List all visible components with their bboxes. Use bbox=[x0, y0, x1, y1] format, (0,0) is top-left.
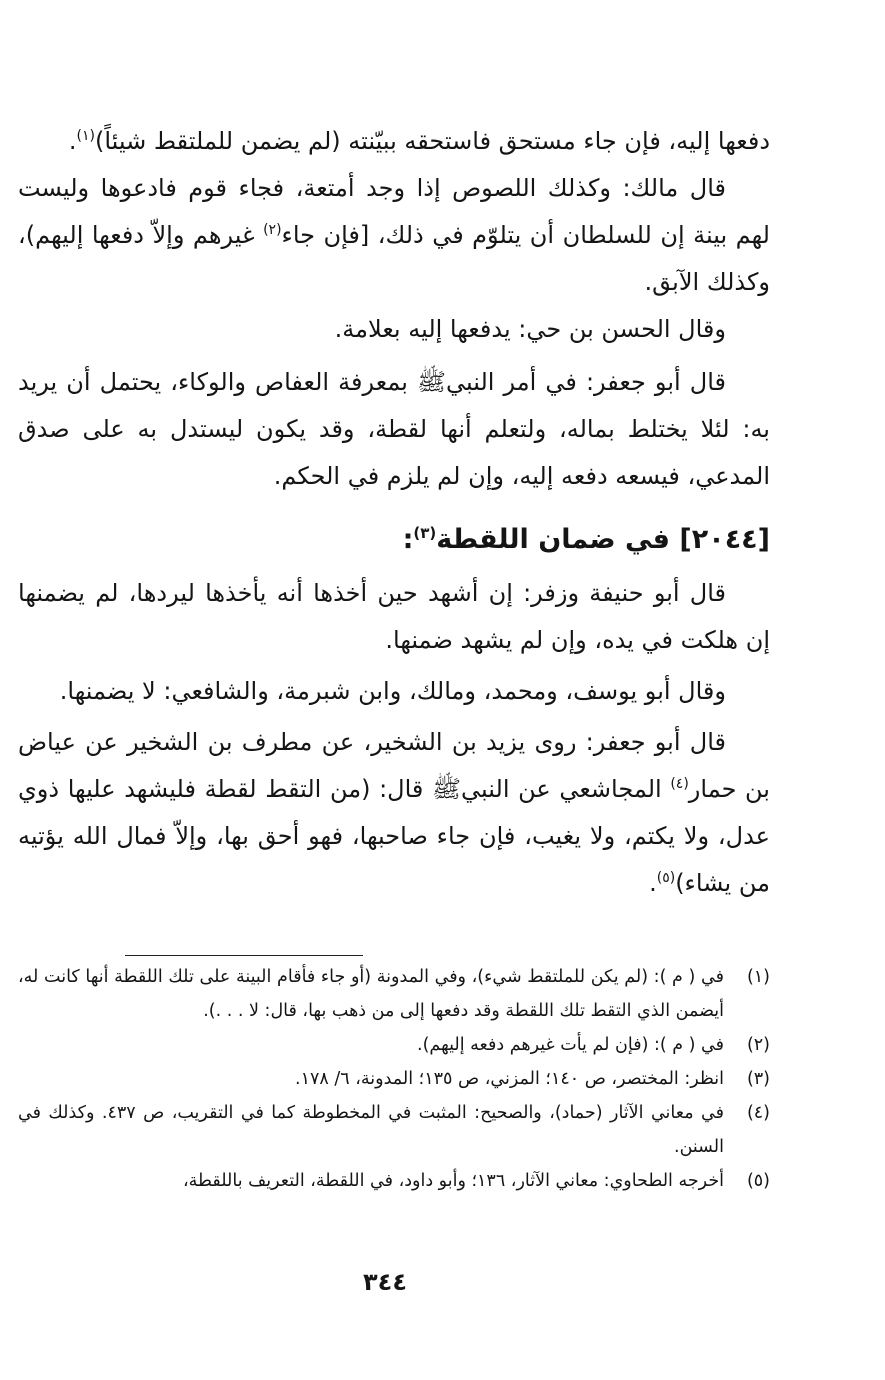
paragraph: قال أبو جعفر: روى يزيد بن الشخير، عن مطرف بن الشخير عن عياض بن حمار$^{(٤)}$ المجاشعي عن النبيﷺ قال: (من التقط لقطة فليشهد عليها ذوي عدل، ولا يكتم، ولا يغيب، فإن جاء صاحبها، فهو أحق بها، وإلاّ فمال الله يؤتيه من يشاء)$^{(٥)}$. bbox=[18, 728, 770, 897]
footnotes bbox=[18, 960, 770, 1198]
footnote bbox=[18, 960, 770, 1028]
paragraph: قال مالك: وكذلك اللصوص إذا وجد أمتعة، فجاء قوم فادعوها وليست لهم بينة إن للسلطان أن يتلوّم في ذلك، [فإن جاء$^{(٢)}$ غيرهم وإلاّ دفعها إليهم)، وكذلك الآبق. bbox=[18, 174, 770, 296]
section-heading: [٢٠٤٤] في ضمان اللقطة$^{(٣)}$: bbox=[402, 524, 770, 555]
body-text-top bbox=[18, 118, 770, 500]
paragraph: قال أبو حنيفة وزفر: إن أشهد حين أخذها أنه يأخذها ليردها، لم يضمنها إن هلكت في يده، وإن لم يشهد ضمنها. bbox=[18, 579, 770, 654]
paragraph: وقال أبو يوسف، ومحمد، ومالك، وابن شبرمة، والشافعي: لا يضمنها. bbox=[59, 677, 726, 705]
section-number: [٢٠٤٤] bbox=[679, 524, 770, 555]
paragraph: قال أبو جعفر: في أمر النبيﷺ بمعرفة العفاص والوكاء، يحتمل أن يريد به: لئلا يختلط بماله، ولتعلم أنها لقطة، وقد يكون ليستدل به على صدق المدعي، فيسعه دفعه إليه، وإن لم يلزم في الحكم. bbox=[18, 368, 770, 490]
footnote-text: أخرجه الطحاوي: معاني الآثار، ١٣٦؛ وأبو داود، في اللقطة، التعريف باللقطة، bbox=[183, 1171, 724, 1191]
footnote bbox=[18, 1164, 770, 1198]
footnote-number: (١) bbox=[746, 967, 770, 987]
body-text-bottom bbox=[18, 570, 770, 907]
footnote-text: انظر: المختصر، ص ١٤٠؛ المزني، ص ١٣٥؛ المدونة، ٦/ ١٧٨. bbox=[295, 1069, 724, 1089]
footnote-number: (٥) bbox=[746, 1171, 770, 1191]
paragraph: وقال الحسن بن حي: يدفعها إليه بعلامة. bbox=[334, 315, 726, 343]
section-title: في ضمان اللقطة bbox=[436, 524, 670, 555]
footnote-text: في ( م ): (لم يكن للملتقط شيء)، وفي المدونة (أو جاء فأقام البينة على تلك اللقطة أنها كانت له، أيضمن الذي التقط تلك اللقطة وقد دفعها إلى من ذهب بها، قال: لا . . .). bbox=[18, 967, 724, 1021]
paragraph: دفعها إليه، فإن جاء مستحق فاستحقه ببيّنته (لم يضمن للملتقط شيئاً)$^{(١)}$. bbox=[68, 127, 770, 155]
footnote-ref: (٣) bbox=[413, 524, 437, 542]
footnote-number: (٤) bbox=[746, 1103, 770, 1123]
footnote-ref: (٢) bbox=[263, 222, 282, 238]
footnote-text: في ( م ): (فإن لم يأت غيرهم دفعه إليهم). bbox=[417, 1035, 724, 1055]
footnote-ref: (٤) bbox=[670, 776, 689, 792]
footnote bbox=[18, 1062, 770, 1096]
footnote bbox=[18, 1096, 770, 1164]
footnote-number: (٢) bbox=[746, 1035, 770, 1055]
footnote bbox=[18, 1028, 770, 1062]
footnote-separator bbox=[125, 955, 363, 956]
footnote-number: (٣) bbox=[746, 1069, 770, 1089]
footnote-text: في معاني الآثار (حماد)، والصحيح: المثبت في المخطوطة كما في التقريب، ص ٤٣٧. وكذلك في السنن. bbox=[18, 1103, 724, 1157]
page-number: ٣٤٤ bbox=[363, 1268, 407, 1296]
footnote-ref: (١) bbox=[76, 128, 95, 144]
footnote-ref: (٥) bbox=[656, 870, 676, 886]
